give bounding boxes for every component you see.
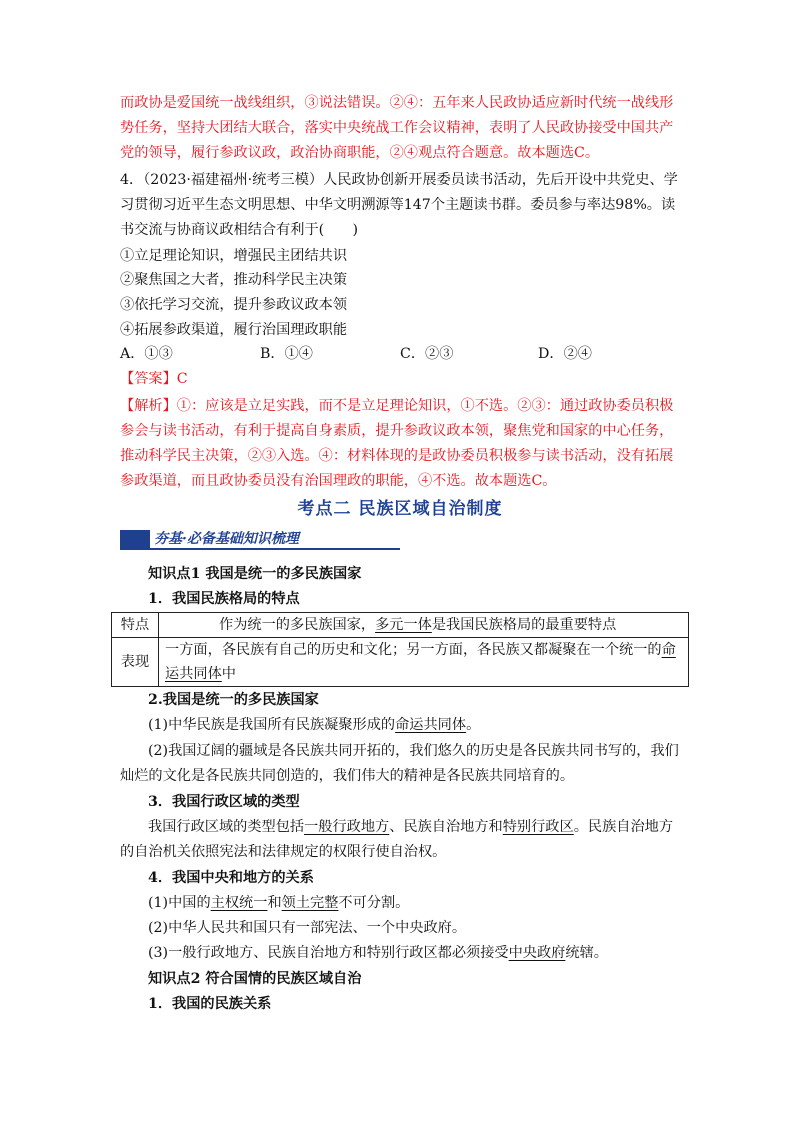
table-row	[112, 613, 689, 638]
knowledge-point-title: 知识点1 我国是统一的多民族国家	[148, 566, 362, 582]
underlined-term: 多元一体	[375, 617, 432, 633]
answer-explanation-line: 势任务，坚持大团结大联合，落实中央统战工作会议精神，表明了人民政协接受中国共产	[120, 120, 674, 136]
option-c: C．②③	[400, 346, 454, 362]
underlined-term: 一般行政地方	[304, 819, 390, 835]
question-item: ④拓展参政渠道，履行治国理政职能	[120, 322, 348, 338]
table-cell: 作为统一的多民族国家，多元一体是我国民族格局的最重要特点	[159, 613, 689, 638]
paragraph-line: (3)一般行政地方、民族自治地方和特别行政区都必须接受中央政府统辖。	[148, 945, 608, 961]
subheading: 2.我国是统一的多民族国家	[148, 692, 319, 708]
analysis-line: 推动科学民主决策，②③入选。④：材料体现的是政协委员积极参与读书活动，没有拓展	[120, 448, 674, 464]
subheading: 3．我国行政区域的类型	[148, 794, 300, 810]
paragraph-line: (2)中华人民共和国只有一部宪法、一个中央政府。	[148, 920, 467, 936]
underlined-term: 领土完整	[281, 895, 339, 911]
paragraph-line: 灿烂的文化是各民族共同创造的，我们伟大的精神是各民族共同培育的。	[120, 768, 575, 784]
question-item: ③依托学习交流，提升参政议政本领	[120, 297, 348, 313]
banner-rule	[120, 548, 400, 550]
table-header-cell: 特点	[112, 613, 159, 638]
feature-table	[111, 612, 689, 687]
table-cell: 一方面，各民族有自己的历史和文化；另一方面，各民族又都凝聚在一个统一的命运共同体中	[159, 638, 689, 687]
underlined-term: 命运共同体	[165, 642, 676, 682]
answer-label: 【答案】C	[120, 371, 188, 387]
underlined-term: 中央政府	[508, 945, 566, 961]
answer-options	[120, 342, 680, 366]
section-title: 考点二 民族区域自治制度	[297, 499, 503, 519]
paragraph-line: 我国行政区域的类型包括一般行政地方、民族自治地方和特别行政区。民族自治地方	[148, 819, 674, 835]
section-banner	[120, 530, 400, 554]
paragraph-line: (1)中华民族是我国所有民族凝聚形成的命运共同体。	[148, 717, 481, 733]
option-b: B．①④	[260, 346, 313, 362]
analysis-line: 参会与读书活动，有利于提高自身素质，提升参政议政本领，聚焦党和国家的中心任务，	[120, 423, 674, 439]
question-stem-line: 书交流与协商议政相结合有利于( )	[120, 222, 359, 238]
question-stem-line: 4．（2023·福建福州·统考三模）人民政协创新开展委员读书活动，先后开设中共党史、学	[120, 172, 678, 188]
knowledge-point-title: 知识点2 符合国情的民族区域自治	[148, 971, 362, 987]
answer-explanation-line: 而政协是爱国统一战线组织，③说法错误。②④：五年来人民政协适应新时代统一战线形	[120, 95, 674, 111]
analysis-line: 【解析】①：应该是立足实践，而不是立足理论知识，①不选。②③：通过政协委员积极	[120, 398, 674, 414]
underlined-term: 特别行政区	[502, 819, 574, 835]
banner-bar	[120, 530, 150, 548]
paragraph-line: (2)我国辽阔的疆域是各民族共同开拓的，我们悠久的历史是各民族共同书写的，我们	[148, 743, 679, 759]
table-header-cell: 表现	[112, 638, 159, 687]
analysis-line: 参政渠道，而且政协委员没有治国理政的职能，④不选。故本题选C。	[120, 473, 557, 489]
banner-text: 夯基·必备基础知识梳理	[154, 531, 299, 547]
question-stem-line: 习贯彻习近平生态文明思想、中华文明溯源等147个主题读书群。委员参与率达98%。读	[120, 197, 676, 213]
subheading: 4．我国中央和地方的关系	[148, 870, 314, 886]
subheading: 1．我国民族格局的特点	[148, 591, 300, 607]
paragraph-line: 的自治机关依照宪法和法律规定的权限行使自治权。	[120, 844, 447, 860]
question-item: ①立足理论知识，增强民主团结共识	[120, 248, 348, 264]
answer-explanation-line: 党的领导，履行参政议政，政治协商职能，②④观点符合题意。故本题选C。	[120, 145, 600, 161]
subheading: 1．我国的民族关系	[148, 996, 272, 1012]
option-d: D．②④	[538, 346, 592, 362]
table-row	[112, 638, 689, 687]
option-a: A．①③	[120, 346, 173, 362]
question-item: ②聚焦国之大者，推动科学民主决策	[120, 272, 348, 288]
paragraph-line: (1)中国的主权统一和领土完整不可分割。	[148, 895, 410, 911]
underlined-term: 命运共同体	[395, 717, 467, 733]
underlined-term: 主权统一	[210, 895, 268, 911]
